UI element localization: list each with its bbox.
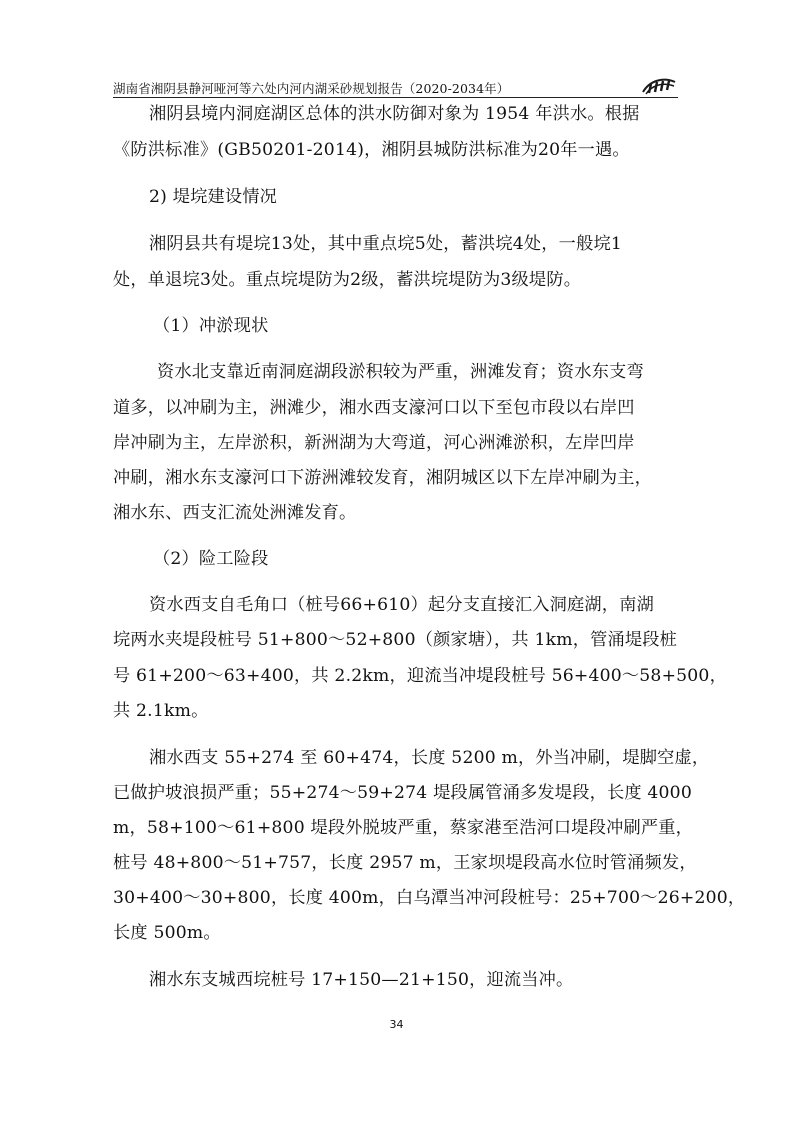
section-heading: （2）险工险段 — [153, 549, 269, 569]
paragraph-line: 湘水东、西支汇流处洲滩发育。 — [113, 503, 357, 523]
paragraph-line: 桩号 48+800～51+757，长度 2957 m，王家坝堤段高水位时管涌频发， — [113, 853, 697, 873]
paragraph-line: 湘水东支城西垸桩号 17+150—21+150，迎流当冲。 — [149, 970, 574, 990]
paragraph-line: 冲刷，湘水东支濠河口下游洲滩较发育，湘阴城区以下左岸冲刷为主， — [113, 468, 653, 488]
paragraph-line: 岸冲刷为主，左岸淤积，新洲湖为大弯道，河心洲滩淤积，左岸凹岸 — [113, 433, 635, 453]
paragraph-line: m，58+100～61+800 堤段外脱坡严重，蔡家港至浩河口堤段冲刷严重， — [113, 818, 694, 838]
paragraph-line: 道多，以冲刷为主，洲滩少，湘水西支濠河口以下至包市段以右岸凹 — [113, 398, 635, 418]
paragraph-line: 湘阴县境内洞庭湖区总体的洪水防御对象为 1954 年洪水。根据 — [149, 104, 640, 124]
paragraph-line: 共 2.1km。 — [113, 701, 209, 721]
paragraph-line: 湘阴县共有堤垸13处，其中重点垸5处，蓄洪垸4处，一般垸1 — [149, 234, 622, 254]
page-number: 34 — [389, 1018, 404, 1031]
paragraph-line: 长度 500m。 — [113, 923, 221, 943]
paragraph-line: 已做护坡浪损严重；55+274～59+274 堤段属管涌多发堤段，长度 4000 — [113, 783, 692, 803]
paragraph-line: 处，单退垸3处。重点垸堤防为2级，蓄洪垸堤防为3级堤防。 — [113, 270, 582, 290]
paragraph-line: 资水北支靠近南洞庭湖段淤积较为严重，洲滩发育；资水东支弯 — [157, 362, 644, 382]
paragraph-line: 《防洪标准》(GB50201-2014)，湘阴县城防洪标准为20年一遇。 — [113, 140, 630, 160]
header-rule — [113, 97, 678, 98]
paragraph-line: 垸两水夹堤段桩号 51+800～52+800（颜家塘），共 1km，管涌堤段桩 — [113, 630, 678, 650]
paragraph-line: 30+400～30+800，长度 400m，白乌潭当冲河段桩号：25+700～26+200， — [113, 888, 746, 908]
page-header — [113, 76, 678, 98]
paragraph-line: 湘水西支 55+274 至 60+474，长度 5200 m，外当冲刷，堤脚空虚， — [149, 748, 710, 768]
header-title: 湖南省湘阴县静河哑河等六处内河内湖采砂规划报告（2020-2034年） — [113, 81, 510, 96]
paragraph-line: 号 61+200～63+400，共 2.2km，迎流当冲堤段桩号 56+400～58+500， — [113, 666, 727, 686]
paragraph-line: 资水西支自毛角口（桩号66+610）起分支直接汇入洞庭湖，南湖 — [149, 595, 654, 615]
section-heading: （1）冲淤现状 — [153, 316, 269, 336]
company-logo-icon — [640, 76, 678, 96]
section-heading: 2) 堤垸建设情况 — [149, 187, 278, 207]
